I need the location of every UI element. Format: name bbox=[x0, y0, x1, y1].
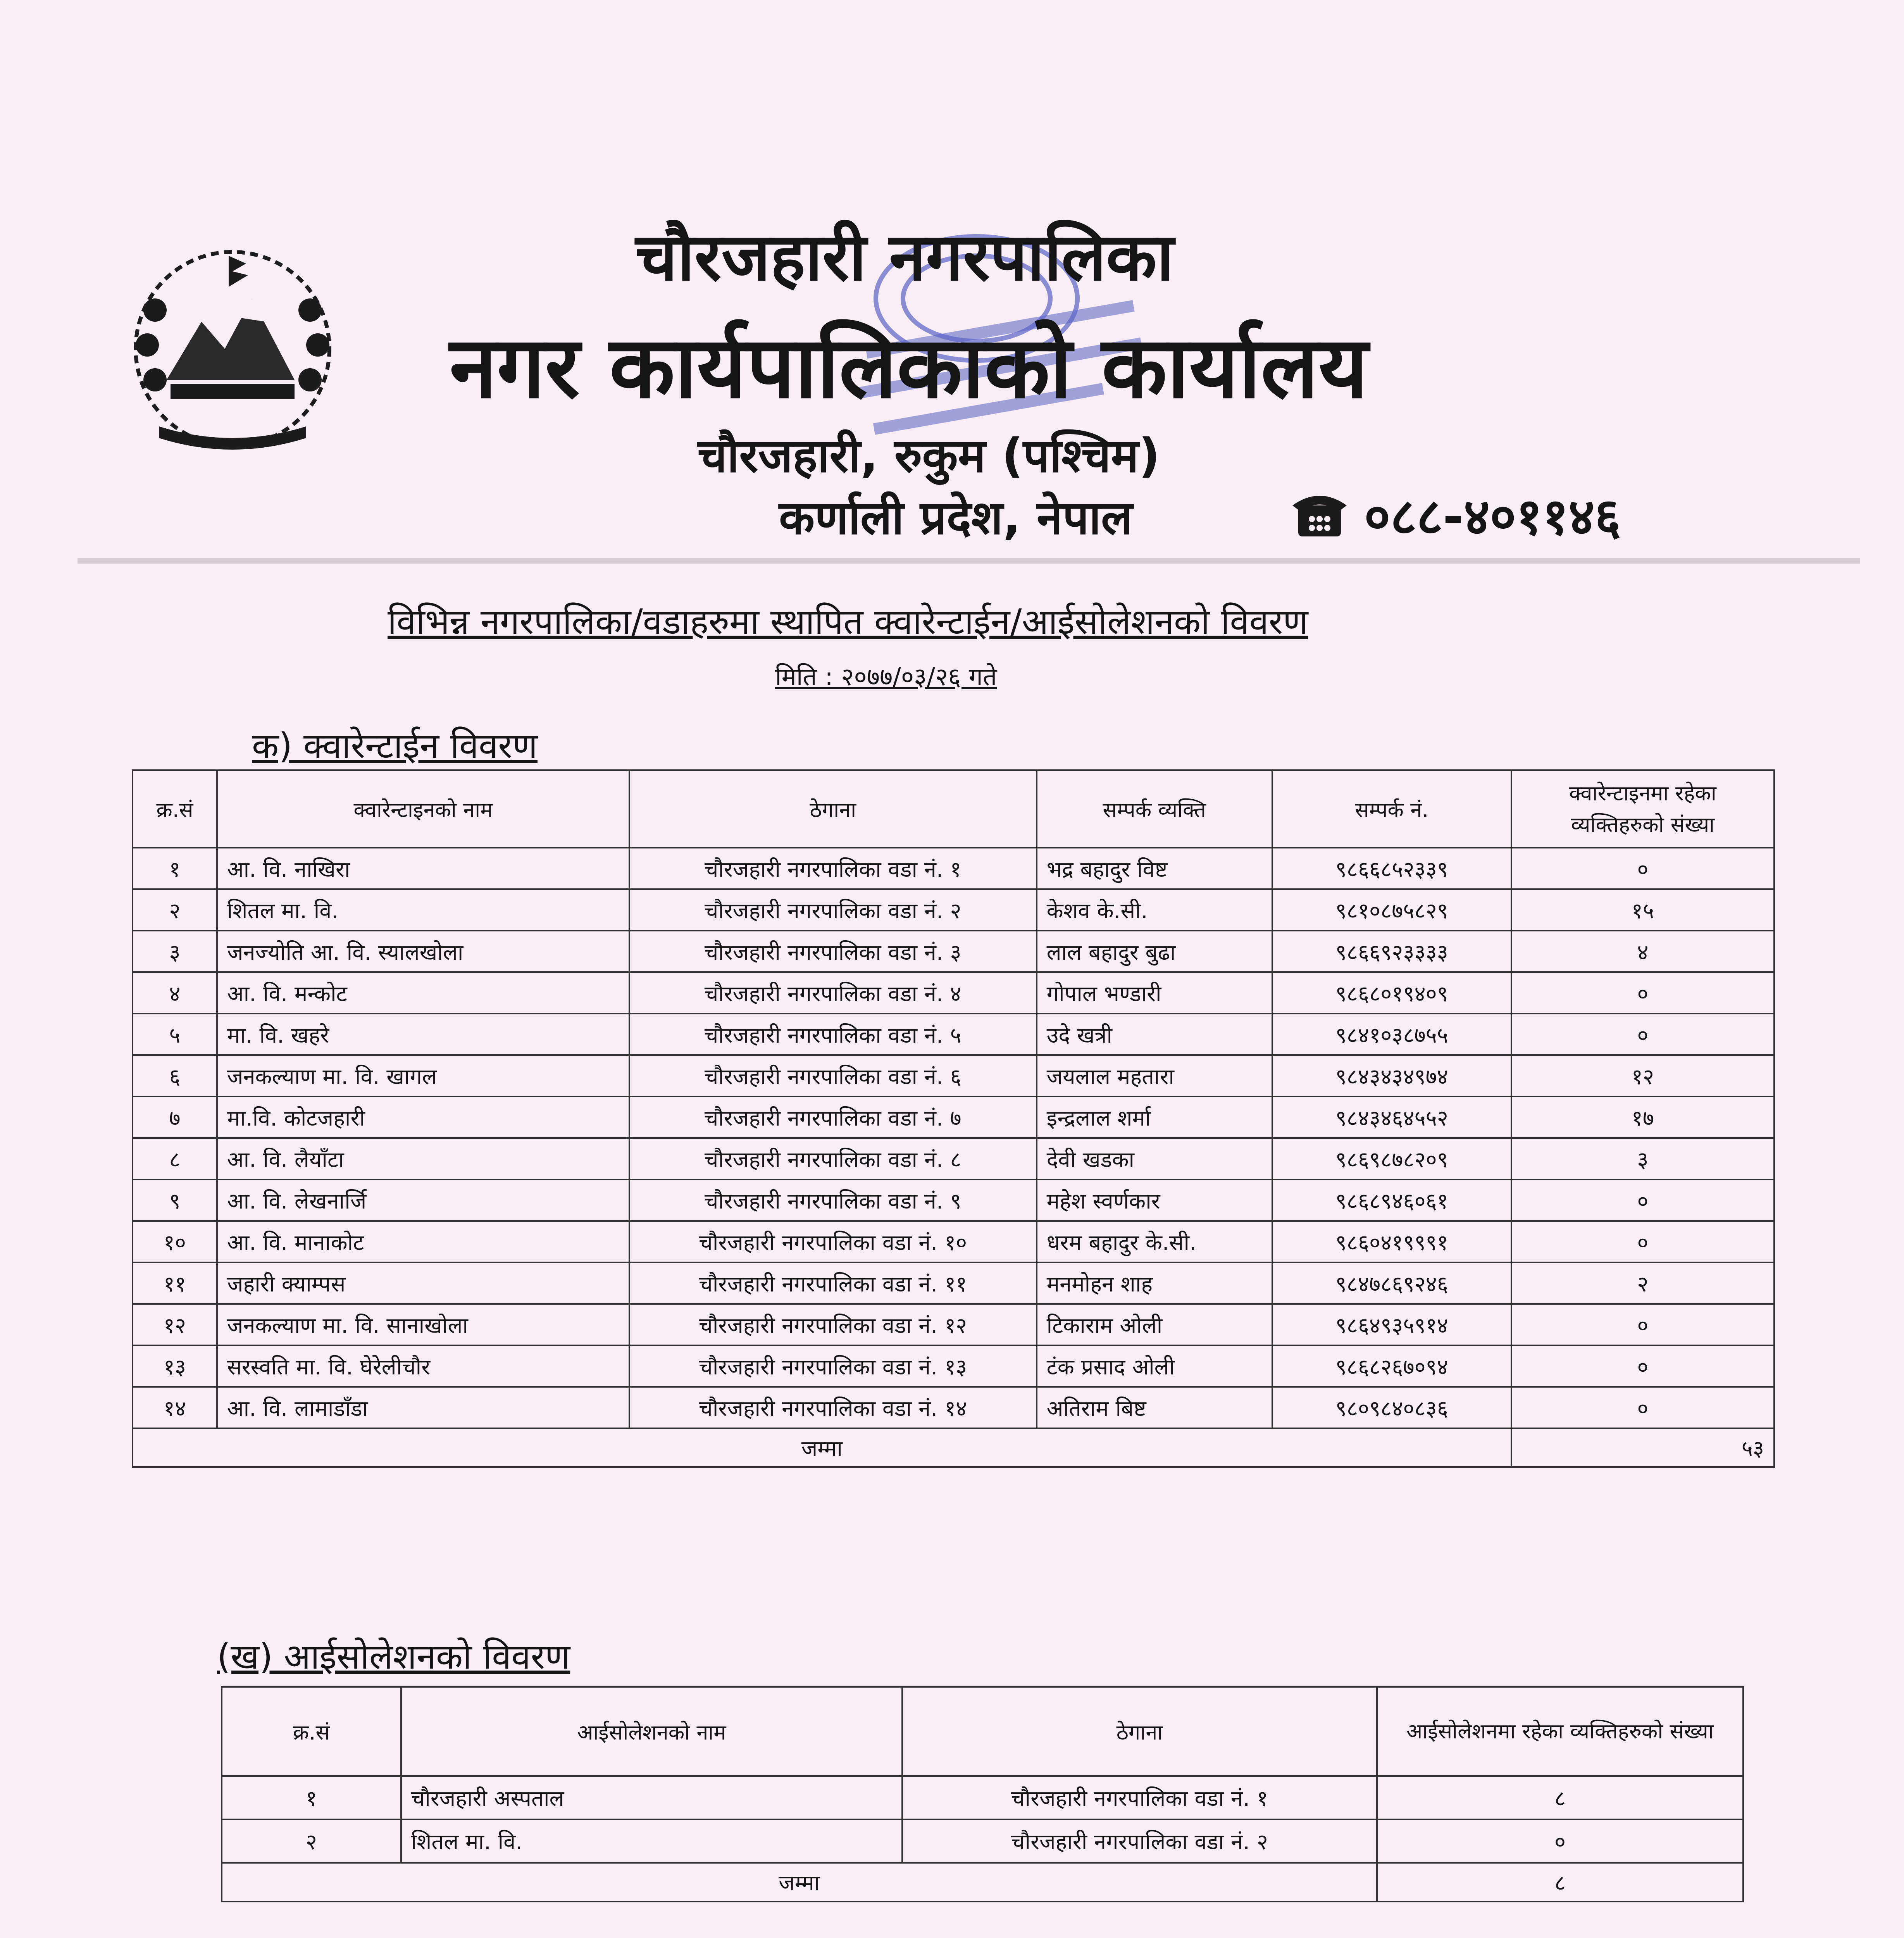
cell-address: चौरजहारी नगरपालिका वडा नं. १४ bbox=[629, 1387, 1037, 1428]
office-name: नगर कार्यपालिकाको कार्यालय bbox=[450, 318, 1368, 417]
cell-address: चौरजहारी नगरपालिका वडा नं. ७ bbox=[629, 1097, 1037, 1138]
cell-serial: १२ bbox=[133, 1304, 217, 1345]
cell-count: १५ bbox=[1511, 889, 1774, 931]
address-line-1: चौरजहारी, रुकुम (पश्चिम) bbox=[698, 429, 1160, 483]
col-name: क्वारेन्टाइनको नाम bbox=[217, 770, 629, 848]
cell-name: आ. वि. लामाडाँडा bbox=[217, 1387, 629, 1428]
cell-contact-person: केशव के.सी. bbox=[1037, 889, 1272, 931]
cell-name: जनकल्याण मा. वि. सानाखोला bbox=[217, 1304, 629, 1345]
cell-name: आ. वि. लैयाँटा bbox=[217, 1138, 629, 1179]
cell-count: १२ bbox=[1511, 1055, 1774, 1097]
cell-contact-person: जयलाल महतारा bbox=[1037, 1055, 1272, 1097]
cell-contact-number: ९८०९८४०८३६ bbox=[1272, 1387, 1511, 1428]
cell-name: जनज्योति आ. वि. स्यालखोला bbox=[217, 931, 629, 972]
quarantine-total-label: जम्मा bbox=[133, 1428, 1511, 1467]
cell-name: आ. वि. लेखनार्जि bbox=[217, 1179, 629, 1221]
quarantine-table bbox=[132, 769, 1775, 1468]
isolation-section-title: (ख) आईसोलेशनको विवरण bbox=[217, 1636, 570, 1677]
cell-contact-person: अतिराम बिष्ट bbox=[1037, 1387, 1272, 1428]
col-serial: क्र.सं bbox=[222, 1687, 401, 1776]
cell-contact-number: ९८४७८६९२४६ bbox=[1272, 1262, 1511, 1304]
cell-name: सरस्वति मा. वि. घेरेलीचौर bbox=[217, 1345, 629, 1387]
cell-contact-number: ९८६०४१९९९१ bbox=[1272, 1221, 1511, 1262]
cell-name: शितल मा. वि. bbox=[217, 889, 629, 931]
cell-count: ० bbox=[1511, 972, 1774, 1014]
cell-address: चौरजहारी नगरपालिका वडा नं. १० bbox=[629, 1221, 1037, 1262]
table-row bbox=[133, 972, 1774, 1014]
cell-contact-number: ९८६९८७८२०९ bbox=[1272, 1138, 1511, 1179]
cell-address: चौरजहारी नगरपालिका वडा नं. ११ bbox=[629, 1262, 1037, 1304]
document-title: विभिन्न नगरपालिका/वडाहरुमा स्थापित क्वारेन्टाईन/आईसोलेशनको विवरण bbox=[388, 602, 1308, 642]
cell-contact-number: ९८६८०१९४०९ bbox=[1272, 972, 1511, 1014]
cell-address: चौरजहारी नगरपालिका वडा नं. १ bbox=[629, 848, 1037, 889]
cell-count: १७ bbox=[1511, 1097, 1774, 1138]
government-emblem bbox=[112, 233, 353, 465]
cell-name: आ. वि. मन्कोट bbox=[217, 972, 629, 1014]
table-row bbox=[133, 1138, 1774, 1179]
cell-contact-person: धरम बहादुर के.सी. bbox=[1037, 1221, 1272, 1262]
isolation-table bbox=[221, 1686, 1744, 1902]
isolation-total-label: जम्मा bbox=[222, 1863, 1377, 1902]
cell-address: चौरजहारी नगरपालिका वडा नं. ३ bbox=[629, 931, 1037, 972]
phone-number: ०८८-४०११४६ bbox=[1364, 487, 1621, 546]
isolation-total-value: ८ bbox=[1377, 1863, 1743, 1902]
table-row bbox=[133, 1221, 1774, 1262]
cell-serial: १३ bbox=[133, 1345, 217, 1387]
cell-address: चौरजहारी नगरपालिका वडा नं. १२ bbox=[629, 1304, 1037, 1345]
cell-serial: १ bbox=[222, 1776, 401, 1819]
cell-address: चौरजहारी नगरपालिका वडा नं. १ bbox=[902, 1776, 1377, 1819]
table-row bbox=[133, 1014, 1774, 1055]
cell-address: चौरजहारी नगरपालिका वडा नं. ४ bbox=[629, 972, 1037, 1014]
cell-contact-number: ९८६८२६७०९४ bbox=[1272, 1345, 1511, 1387]
table-row bbox=[222, 1819, 1743, 1863]
cell-address: चौरजहारी नगरपालिका वडा नं. ६ bbox=[629, 1055, 1037, 1097]
cell-name: जनकल्याण मा. वि. खागल bbox=[217, 1055, 629, 1097]
cell-serial: २ bbox=[222, 1819, 401, 1863]
col-name: आईसोलेशनको नाम bbox=[401, 1687, 902, 1776]
cell-address: चौरजहारी नगरपालिका वडा नं. २ bbox=[902, 1819, 1377, 1863]
cell-contact-number: ९८६८९४६०६१ bbox=[1272, 1179, 1511, 1221]
cell-address: चौरजहारी नगरपालिका वडा नं. ८ bbox=[629, 1138, 1037, 1179]
cell-contact-person: भद्र बहादुर विष्ट bbox=[1037, 848, 1272, 889]
telephone-icon bbox=[1291, 490, 1349, 540]
cell-serial: १० bbox=[133, 1221, 217, 1262]
cell-contact-person: इन्द्रलाल शर्मा bbox=[1037, 1097, 1272, 1138]
cell-contact-person: गोपाल भण्डारी bbox=[1037, 972, 1272, 1014]
document-date: मिति : २०७७/०३/२६ गते bbox=[775, 663, 997, 691]
municipality-name: चौरजहारी नगरपालिका bbox=[636, 219, 1174, 296]
cell-serial: २ bbox=[133, 889, 217, 931]
cell-name: शितल मा. वि. bbox=[401, 1819, 902, 1863]
table-row bbox=[133, 1097, 1774, 1138]
cell-address: चौरजहारी नगरपालिका वडा नं. १३ bbox=[629, 1345, 1037, 1387]
table-row bbox=[133, 848, 1774, 889]
cell-contact-number: ९८६६८५२३३९ bbox=[1272, 848, 1511, 889]
cell-contact-person: मनमोहन शाह bbox=[1037, 1262, 1272, 1304]
cell-count: ० bbox=[1377, 1819, 1743, 1863]
table-row bbox=[133, 931, 1774, 972]
quarantine-section-title: क) क्वारेन्टाईन विवरण bbox=[252, 726, 538, 766]
cell-contact-person: उदे खत्री bbox=[1037, 1014, 1272, 1055]
cell-count: ० bbox=[1511, 1221, 1774, 1262]
cell-name: आ. वि. नाखिरा bbox=[217, 848, 629, 889]
cell-address: चौरजहारी नगरपालिका वडा नं. ९ bbox=[629, 1179, 1037, 1221]
cell-contact-number: ९८४३४६४५५२ bbox=[1272, 1097, 1511, 1138]
table-row bbox=[133, 1387, 1774, 1428]
address-line-2: कर्णाली प्रदेश, नेपाल bbox=[779, 491, 1133, 545]
cell-count: ० bbox=[1511, 848, 1774, 889]
cell-count: ० bbox=[1511, 1387, 1774, 1428]
cell-name: मा. वि. खहरे bbox=[217, 1014, 629, 1055]
cell-serial: ५ bbox=[133, 1014, 217, 1055]
cell-address: चौरजहारी नगरपालिका वडा नं. २ bbox=[629, 889, 1037, 931]
cell-serial: ११ bbox=[133, 1262, 217, 1304]
cell-name: मा.वि. कोटजहारी bbox=[217, 1097, 629, 1138]
cell-serial: ४ bbox=[133, 972, 217, 1014]
cell-count: ० bbox=[1511, 1345, 1774, 1387]
col-address: ठेगाना bbox=[629, 770, 1037, 848]
quarantine-total-value: ५३ bbox=[1511, 1428, 1774, 1467]
table-row bbox=[133, 1262, 1774, 1304]
cell-contact-person: देवी खडका bbox=[1037, 1138, 1272, 1179]
cell-serial: ७ bbox=[133, 1097, 217, 1138]
col-contact-person: सम्पर्क व्यक्ति bbox=[1037, 770, 1272, 848]
cell-name: चौरजहारी अस्पताल bbox=[401, 1776, 902, 1819]
table-row bbox=[133, 1345, 1774, 1387]
table-row bbox=[222, 1776, 1743, 1819]
cell-contact-number: ९८१०८७५८२९ bbox=[1272, 889, 1511, 931]
cell-count: ८ bbox=[1377, 1776, 1743, 1819]
cell-contact-number: ९८४१०३८७५५ bbox=[1272, 1014, 1511, 1055]
cell-count: ० bbox=[1511, 1304, 1774, 1345]
cell-count: ० bbox=[1511, 1179, 1774, 1221]
cell-contact-person: महेश स्वर्णकार bbox=[1037, 1179, 1272, 1221]
cell-name: जहारी क्याम्पस bbox=[217, 1262, 629, 1304]
header-divider bbox=[78, 558, 1860, 564]
cell-serial: ६ bbox=[133, 1055, 217, 1097]
cell-contact-person: टिकाराम ओली bbox=[1037, 1304, 1272, 1345]
cell-contact-person: लाल बहादुर बुढा bbox=[1037, 931, 1272, 972]
cell-serial: १ bbox=[133, 848, 217, 889]
col-count: आईसोलेशनमा रहेका व्यक्तिहरुको संख्या bbox=[1377, 1687, 1743, 1776]
cell-count: २ bbox=[1511, 1262, 1774, 1304]
cell-name: आ. वि. मानाकोट bbox=[217, 1221, 629, 1262]
cell-contact-number: ९८६६९२३३३३ bbox=[1272, 931, 1511, 972]
cell-count: ३ bbox=[1511, 1138, 1774, 1179]
cell-contact-person: टंक प्रसाद ओली bbox=[1037, 1345, 1272, 1387]
phone-block bbox=[1291, 481, 1621, 549]
cell-serial: १४ bbox=[133, 1387, 217, 1428]
col-count: क्वारेन्टाइनमा रहेका व्यक्तिहरुको संख्या bbox=[1511, 770, 1774, 848]
cell-serial: ३ bbox=[133, 931, 217, 972]
cell-count: ४ bbox=[1511, 931, 1774, 972]
table-row bbox=[133, 889, 1774, 931]
table-row bbox=[133, 1055, 1774, 1097]
col-contact-number: सम्पर्क नं. bbox=[1272, 770, 1511, 848]
cell-address: चौरजहारी नगरपालिका वडा नं. ५ bbox=[629, 1014, 1037, 1055]
table-row bbox=[133, 1179, 1774, 1221]
col-serial: क्र.सं bbox=[133, 770, 217, 848]
cell-serial: ८ bbox=[133, 1138, 217, 1179]
cell-contact-number: ९८६४९३५९१४ bbox=[1272, 1304, 1511, 1345]
col-address: ठेगाना bbox=[902, 1687, 1377, 1776]
cell-serial: ९ bbox=[133, 1179, 217, 1221]
cell-count: ० bbox=[1511, 1014, 1774, 1055]
table-row bbox=[133, 1304, 1774, 1345]
cell-contact-number: ९८४३४३४९७४ bbox=[1272, 1055, 1511, 1097]
